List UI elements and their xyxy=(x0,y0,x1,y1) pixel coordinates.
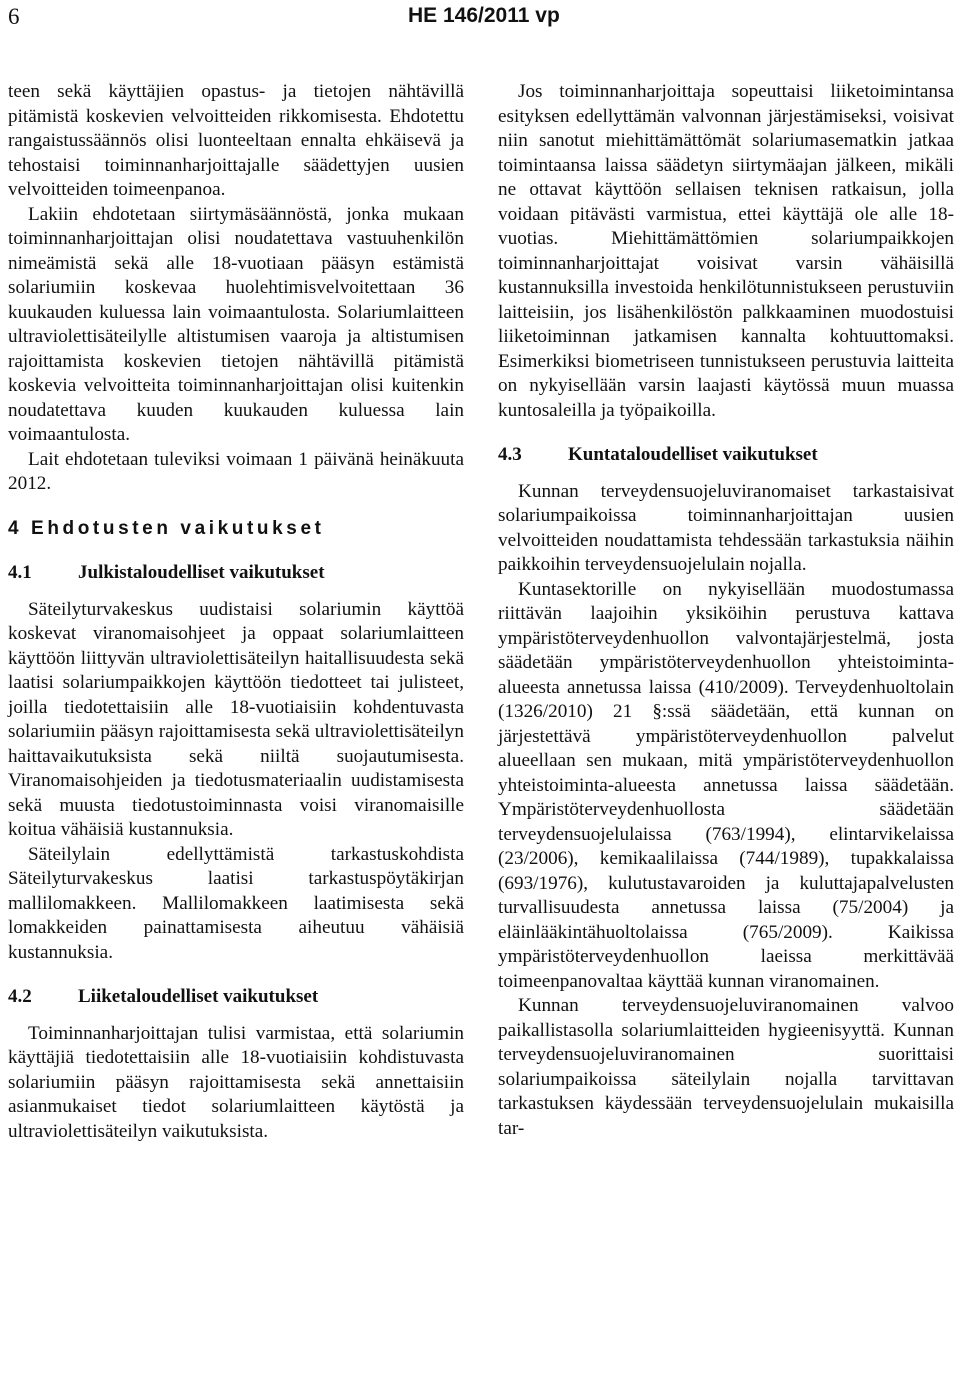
paragraph: Säteilyturvakeskus uudistaisi solariumin käyttöä koskevat viranomaisohjeet ja oppaat solariumlaitteen käyttöön liittyvän ultraviolettisäteilyn haitallisuudesta sekä laatisi solariumpaikkojen käyttöön tiedotteet tai julisteet, joilla tiedotettaisiin alle 18-vuotiaisiin kohdentuvasta solariumiin pääsyn rajoittamisesta sekä ultraviolettisäteilyn haittavaikutuksista sekä niiltä suojautumisesta. Viranomaisohjeiden ja tiedotusmateriaalin uudistamisesta sekä muusta tiedotustoiminnasta voisi viranomaisille koitua vähäisiä kustannuksia. xyxy=(8,598,464,840)
paragraph: Jos toiminnanharjoittaja sopeuttaisi liiketoimintansa esityksen edellyttämän valvonnan järjestämiseksi, voisivat niin sanotut miehittämättömät solariumasematkin jatkaa toimintaansa laissa säädetyn siirtymäajan jälkeen, mikäli ne ottavat käyttöön sellaisen teknisen ratkaisun, jolla voidaan pitävästi varmistua, ettei käyttäjä ole alle 18-vuotias. Miehittämättömien solariumpaikkojen toiminnanharjoittajat voisivat varsin vähäisillä kustannuksilla investoida henkilötunnistukseen perustuviin laitteisiin, jos lisähenkilöstön palkkaaminen muodostuisi liiketoiminnan jatkamisen kannalta kohtuuttomaksi. Esimerkiksi biometriseen tunnistukseen perustuvia laitteita on nykyisellään varsin laajasti käytössä muun muassa kuntosaleilla ja työpaikoilla. xyxy=(498,81,954,421)
paragraph: Kuntasektorille on nykyisellään muodostumassa riittävän laajoihin yksiköihin perustuva kattava ympäristöterveydenhuollon valvontajärjestelmä, josta säädetään ympäristöterveydenhuollon yhteistoiminta-alueesta annetussa laissa (410/2009). Terveydenhuoltolain (1326/2010) 21 §:ssä säädetään, että kunnan on järjestettävä ympäristöterveydenhuollon palvelut alueellaan sen mukaan, mitä ympäristöterveydenhuollon yhteistoiminta-alueesta annetussa laissa säädetään. Ympäristöterveydenhuollosta säädetään terveydensuojelulaissa (763/1994), elintarvikelaissa (23/2006), kemikaalilaissa (744/1989), tupakkalaissa (693/1976), kulutustavaroiden ja kuluttajapalvelusten turvallisuudesta annetussa laissa (75/2004) ja eläinlääkintähuoltolaissa (765/2009). Kaikissa ympäristöterveydenhuollon laeissa merkittävää toimeenpanovaltaa käyttää kunnan viranomainen. xyxy=(498,578,954,992)
subsection-title: Kuntataloudelliset vaikutukset xyxy=(568,444,818,465)
paragraph: Kunnan terveydensuojeluviranomaiset tarkastaisivat solariumpaikoissa toiminnanharjoittajan uusien velvoitteiden noudattamista tehdessään tarkastuksia näihin paikkoihin terveydensuojelulain nojalla. xyxy=(498,480,954,575)
subsection-number: 4.3 xyxy=(498,444,522,465)
page-number: 6 xyxy=(8,4,20,29)
subsection-heading xyxy=(498,443,954,468)
document-title: HE 146/2011 vp xyxy=(408,4,560,27)
right-column xyxy=(498,80,954,1141)
left-column xyxy=(8,80,464,1144)
paragraph: Säteilylain edellyttämistä tarkastuskohdista Säteilyturvakeskus laatisi tarkastuspöytäkirjan mallilomakkeen. Mallilomakkeen laatimisesta sekä lomakkeiden painattamisesta aiheutuu vähäisiä kustannuksia. xyxy=(8,843,464,963)
subsection-number: 4.1 xyxy=(8,562,32,583)
subsection-title: Liiketaloudelliset vaikutukset xyxy=(78,986,319,1007)
paragraph: teen sekä käyttäjien opastus- ja tietojen nähtävillä pitämistä koskevien velvoitteiden rikkomisesta. Ehdotettu rangaistussäännös olisi luonteeltaan ennalta ehkäisevä ja tehostaisi toiminnanharjoittajalle säädettyjen uusien velvoitteiden toimeenpanoa. xyxy=(8,81,464,200)
paragraph: Toiminnanharjoittajan tulisi varmistaa, että solariumin käyttäjiä tiedotettaisiin alle 18-vuotiaisiin kohdistuvasta solariumiin pääsyn rajoittamisesta sekä annettaisiin asianmukaiset tiedot solariumlaitteen käytöstä ja ultraviolettisäteilyn vaikutuksista. xyxy=(8,1022,464,1142)
subsection-title: Julkistaloudelliset vaikutukset xyxy=(78,562,325,583)
subsection-heading xyxy=(8,561,464,586)
paragraph: Lait ehdotetaan tuleviksi voimaan 1 päivänä heinäkuuta 2012. xyxy=(8,448,464,494)
section-heading: 4 Ehdotusten vaikutukset xyxy=(8,517,325,539)
subsection-number: 4.2 xyxy=(8,986,32,1007)
paragraph: Kunnan terveydensuojeluviranomainen valvoo paikallistasolla solariumlaitteiden hygieenisyyttä. Kunnan terveydensuojeluviranomainen suorittaisi solariumpaikoissa säteilylain nojalla tarvittavan tarkastuksen käydessään terveydensuojelulain mukaisilla tar- xyxy=(498,995,954,1139)
subsection-heading xyxy=(8,985,464,1010)
paragraph: Lakiin ehdotetaan siirtymäsäännöstä, jonka mukaan toiminnanharjoittajan olisi noudatettava vastuuhenkilön nimeämistä sekä alle 18-vuotiaan pääsyn estämistä solariumiin koskevaa huolehtimisvelvoitettaan 36 kuukauden kuluessa lain voimaantulosta. Solariumlaitteen ultraviolettisäteilylle altistumisen vaaroja ja altistumisen rajoittamista koskevien tietojen nähtävillä pitämistä koskevia velvoitteita toiminnanharjoittajan olisi kuitenkin noudatettava kuuden kuukauden kuluessa lain voimaantulosta. xyxy=(8,203,464,445)
